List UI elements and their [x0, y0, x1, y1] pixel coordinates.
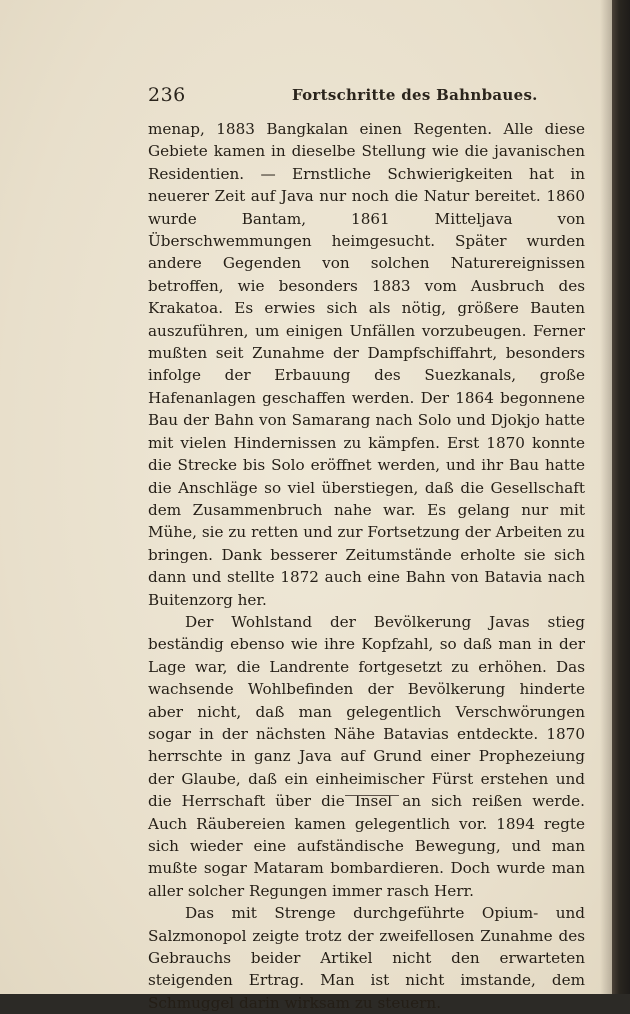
running-title: Fortschritte des Bahnbaues.	[292, 86, 538, 104]
body-text	[148, 118, 585, 1014]
page-number: 236	[148, 84, 186, 106]
paragraph-3: Das mit Strenge durchgeführte Opium- und Salzmonopol zeigte trotz der zweifellosen Zunahme des Gebrauchs beider Artikel nicht den erwarteten steigenden Ertrag. Man ist nicht imstande, dem Schmuggel darin wirksam zu steuern.	[148, 904, 585, 1012]
book-spine-edge	[612, 0, 630, 994]
page-edge-shadow	[600, 0, 612, 994]
page-header	[148, 84, 590, 108]
section-end-rule	[345, 795, 399, 796]
paragraph-1: menap, 1883 Bangkalan einen Regenten. Alle diese Gebiete kamen in dieselbe Stellung wie die javanischen Residentien. — Ernstliche Schwierigkeiten hat in neuerer Zeit auf Java nur noch die Natur bereitet. 1860 wurde Bantam, 1861 Mitteljava von Überschwemmungen heimgesucht. Später wurden andere Gegenden von solchen Naturereignissen betroffen, wie besonders 1883 vom Ausbruch des Krakatoa. Es erwies sich als nötig, größere Bauten auszuführen, um einigen Unfällen vorzubeugen. Ferner mußten seit Zunahme der Dampfschiffahrt, besonders infolge der Erbauung des Suezkanals, große Hafenanlagen geschaffen werden. Der 1864 begonnene Bau der Bahn von Samarang nach Solo und Djokjo hatte mit vielen Hindernissen zu kämpfen. Erst 1870 konnte die Strecke bis Solo eröffnet werden, und ihr Bau hatte die Anschläge so viel überstiegen, daß die Gesellschaft dem Zusammenbruch nahe war. Es gelang nur mit Mühe, sie zu retten und zur Fortsetzung der Arbeiten zu bringen. Dank besserer Zeitumstände erholte sie sich dann und stellte 1872 auch eine Bahn von Batavia nach Buitenzorg her.	[148, 120, 585, 609]
paragraph-2: Der Wohlstand der Bevölkerung Javas stieg beständig ebenso wie ihre Kopfzahl, so daß man in der Lage war, die Landrente fortgesetzt zu erhöhen. Das wachsende Wohlbefinden der Bevölkerung hinderte aber nicht, daß man gelegentlich Verschwörungen sogar in der nächsten Nähe Batavias entdeckte. 1870 herrschte in ganz Java auf Grund einer Prophezeiung der Glaube, daß ein einheimischer Fürst erstehen und die Herrschaft über die Insel an sich reißen werde. Auch Räubereien kamen gelegentlich vor. 1894 regte sich wieder eine aufständische Bewegung, und man mußte sogar Mataram bombardieren. Doch wurde man aller solcher Regungen immer rasch Herr.	[148, 612, 585, 900]
